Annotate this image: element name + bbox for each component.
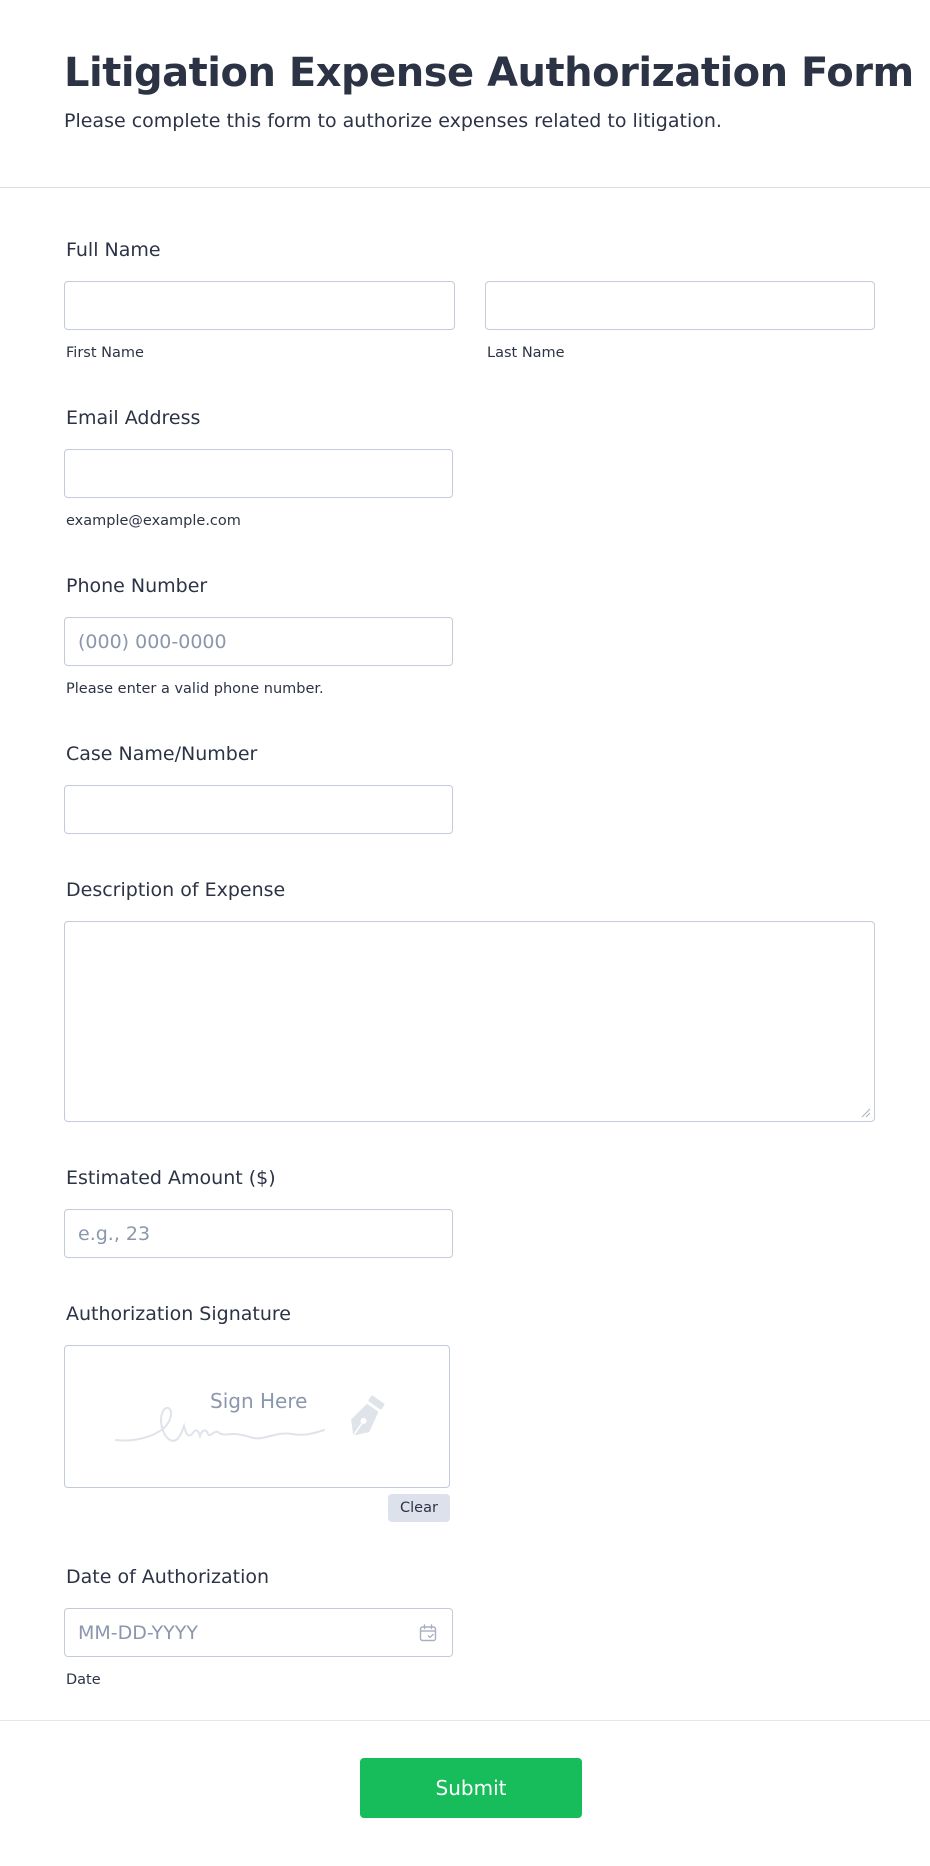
pen-nib-icon: [112, 1388, 402, 1448]
last-name-input[interactable]: [485, 281, 875, 330]
email-sublabel: example@example.com: [66, 513, 241, 529]
phone-sublabel: Please enter a valid phone number.: [66, 681, 324, 697]
amount-input[interactable]: [64, 1209, 453, 1258]
description-textarea[interactable]: [64, 921, 875, 1122]
case-input[interactable]: [64, 785, 453, 834]
email-label: Email Address: [66, 407, 201, 429]
signature-label: Authorization Signature: [66, 1303, 291, 1325]
date-input[interactable]: [64, 1608, 453, 1657]
phone-input[interactable]: [64, 617, 453, 666]
date-sublabel: Date: [66, 1672, 101, 1688]
clear-signature-button[interactable]: Clear: [388, 1494, 450, 1522]
phone-label: Phone Number: [66, 575, 208, 597]
footer-divider: [0, 1720, 930, 1721]
resize-grip-icon[interactable]: [859, 1106, 871, 1118]
first-name-input[interactable]: [64, 281, 455, 330]
submit-button[interactable]: Submit: [360, 1758, 582, 1818]
full-name-label: Full Name: [66, 239, 161, 261]
case-label: Case Name/Number: [66, 743, 258, 765]
first-name-sublabel: First Name: [66, 345, 144, 361]
email-input[interactable]: [64, 449, 453, 498]
date-label: Date of Authorization: [66, 1566, 270, 1588]
calendar-icon[interactable]: [419, 1624, 437, 1642]
page-subtitle: Please complete this form to authorize expenses related to litigation.: [64, 110, 722, 132]
form-header: [0, 0, 930, 188]
page-title: Litigation Expense Authorization Form: [64, 50, 914, 96]
description-label: Description of Expense: [66, 879, 286, 901]
signature-hint: Sign Here: [210, 1389, 308, 1413]
last-name-sublabel: Last Name: [487, 345, 565, 361]
amount-label: Estimated Amount ($): [66, 1167, 276, 1189]
